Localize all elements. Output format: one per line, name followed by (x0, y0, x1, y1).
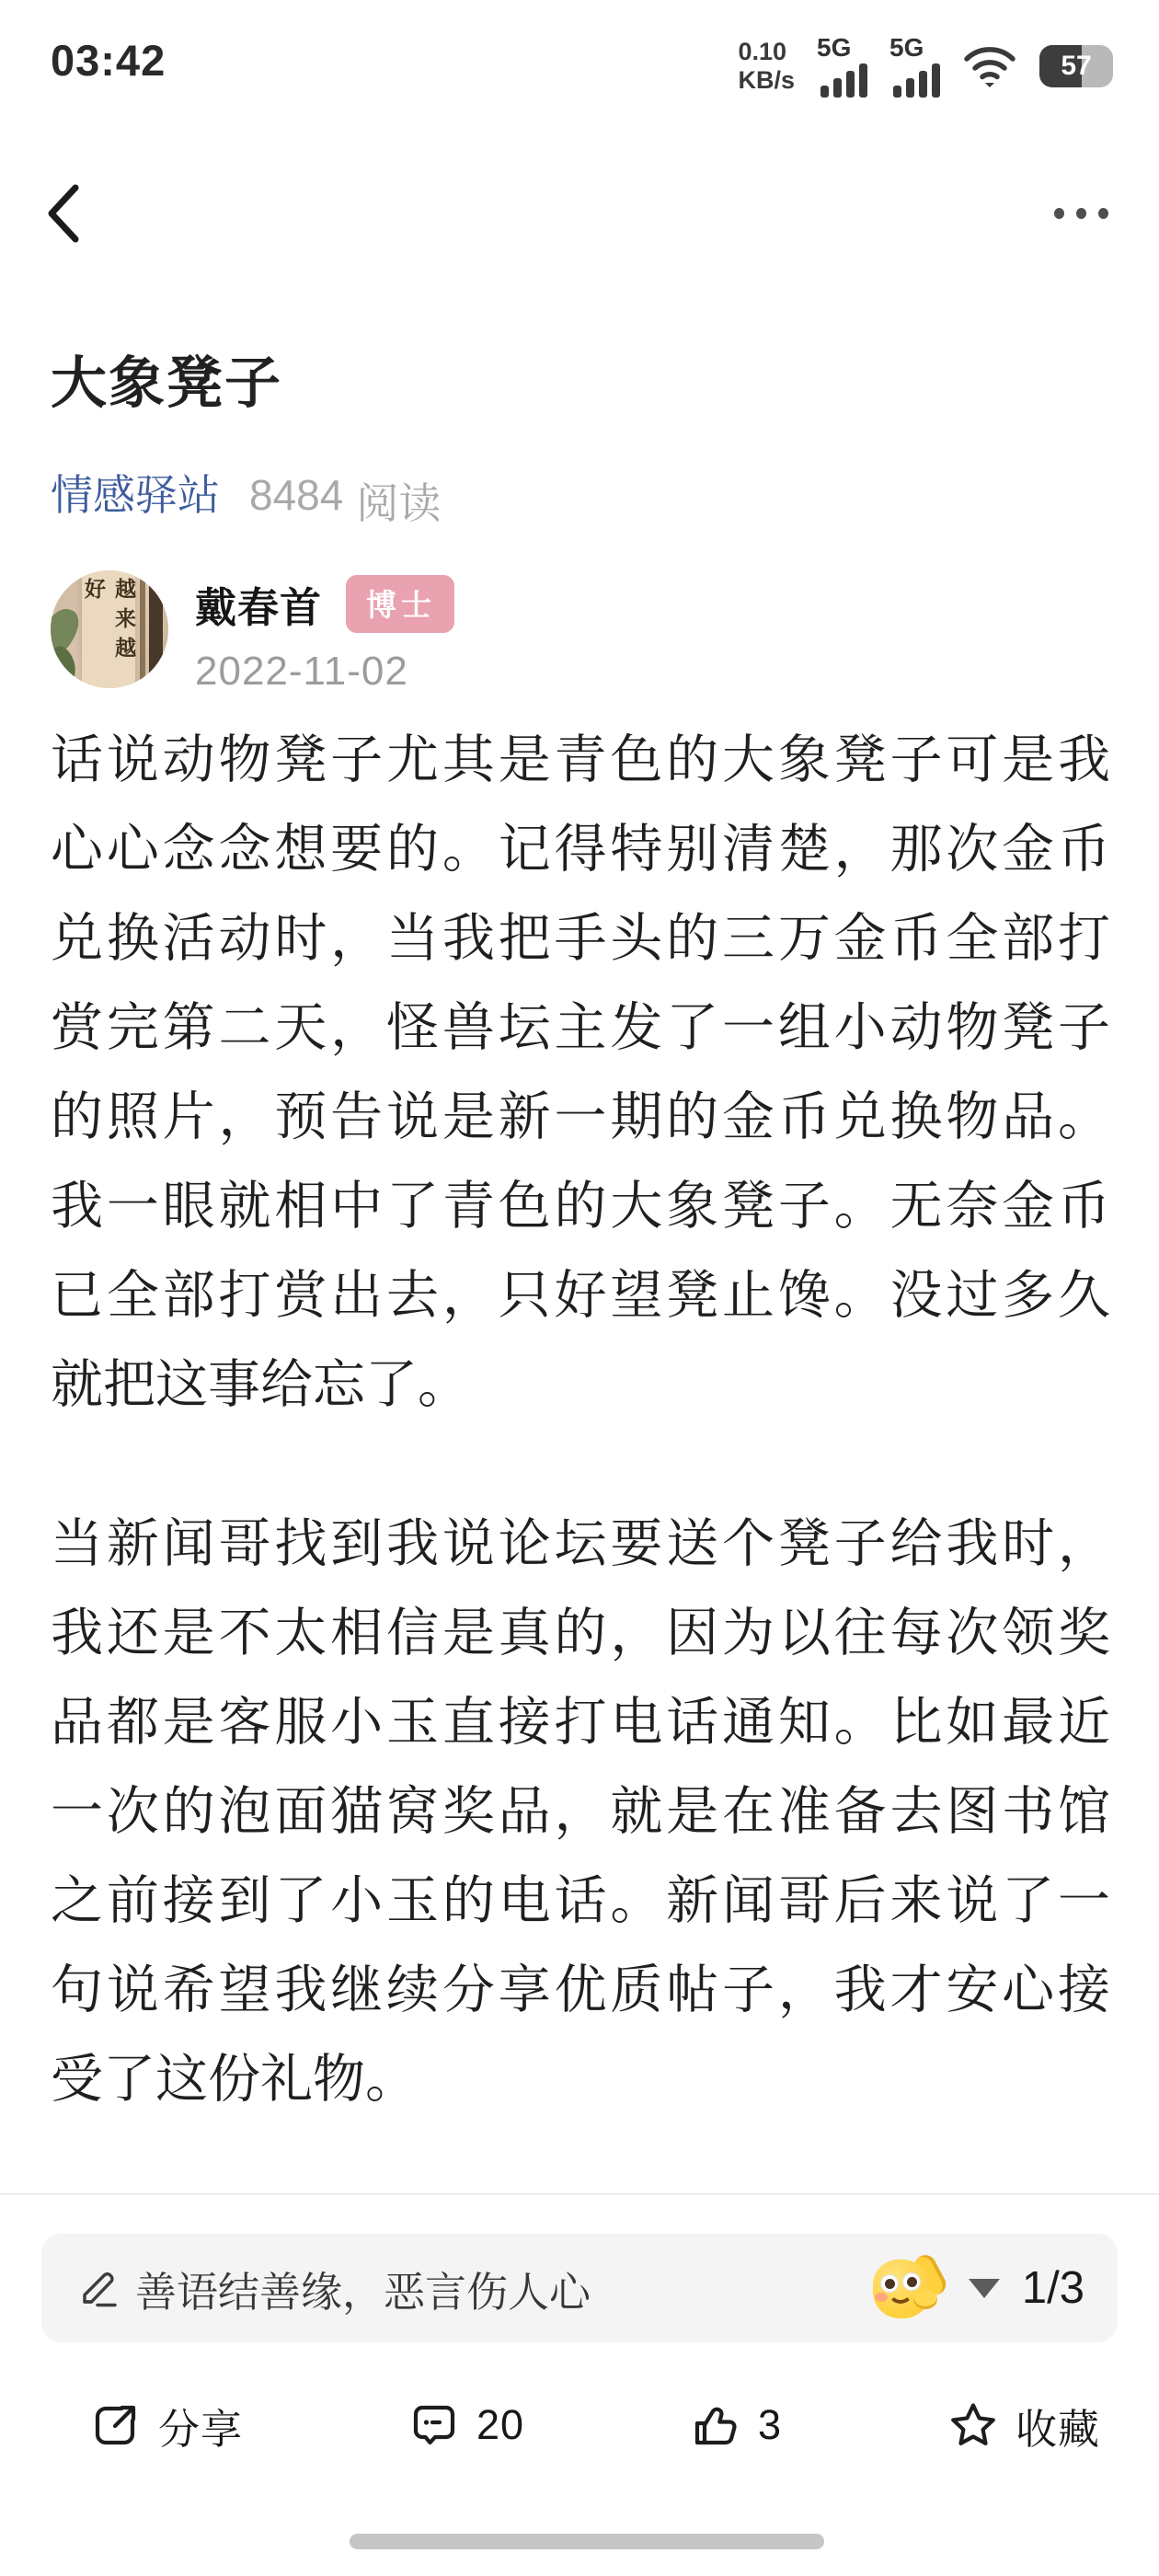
post-body (51, 716, 1110, 2124)
share-button[interactable] (90, 2396, 243, 2455)
body-line: 品都是客服小玉直接打电话通知。比如最近 (51, 1693, 1110, 1752)
signal-bars-icon (889, 35, 940, 98)
post-date: 2022-11-02 (195, 649, 408, 694)
battery-percent: 57 (1061, 51, 1092, 81)
body-paragraph (51, 716, 1110, 1430)
author-block (195, 574, 454, 695)
wifi-icon (962, 43, 1017, 89)
status-right-cluster (738, 28, 1113, 105)
speech-bubble-icon (408, 2399, 460, 2451)
comment-placeholder: 善语结善缘，恶言伤人心 (135, 2268, 591, 2316)
read-count (249, 470, 441, 531)
ellipsis-icon (1076, 208, 1086, 219)
page-title: 大象凳子 (51, 351, 283, 414)
body-line: 受了这份礼物。 (51, 2050, 418, 2109)
avatar[interactable] (51, 570, 168, 688)
action-bar (0, 2388, 1159, 2462)
body-line: 兑换活动时，当我把手头的三万金币全部打 (51, 909, 1110, 968)
body-line: 我一眼就相中了青色的大象凳子。无奈金币 (51, 1177, 1110, 1236)
post-meta (51, 462, 441, 531)
pencil-icon (76, 2266, 120, 2310)
ellipsis-icon (1054, 208, 1064, 219)
network-speed (738, 38, 795, 95)
body-line: 的照片，预告说是新一期的金币兑换物品。 (51, 1087, 1110, 1146)
comment-count: 20 (476, 2401, 525, 2448)
body-line: 一次的泡面猫窝奖品，就是在准备去图书馆 (51, 1782, 1110, 1841)
battery-icon (1039, 45, 1113, 87)
body-line: 当新闻哥找到我说论坛要送个凳子给我时， (51, 1514, 1110, 1573)
comment-hint-pager: 1/3 (1021, 2263, 1084, 2313)
body-line: 句说希望我继续分享优质帖子，我才安心接 (51, 1961, 1110, 2019)
more-options-button[interactable] (1054, 204, 1108, 223)
avatar-background-strip (149, 570, 163, 688)
body-line: 话说动物凳子尤其是青色的大象凳子可是我 (51, 730, 1110, 789)
status-time: 03:42 (51, 36, 166, 85)
home-indicator[interactable] (350, 2534, 824, 2549)
body-paragraph (51, 1500, 1110, 2124)
network-speed-value: 0.10 (738, 38, 787, 65)
like-count: 3 (757, 2401, 783, 2448)
author-name[interactable]: 戴春首 (195, 584, 323, 631)
like-button[interactable] (690, 2399, 782, 2451)
network-speed-unit: KB/s (738, 66, 795, 94)
back-button[interactable] (42, 182, 83, 245)
triangle-down-icon[interactable] (969, 2279, 1000, 2298)
avatar-background-strip (140, 570, 145, 688)
chevron-left-icon (42, 182, 83, 245)
share-label: 分享 (158, 2405, 244, 2453)
body-line: 就把这事给忘了。 (51, 1355, 470, 1414)
body-line: 之前接到了小玉的电话。新闻哥后来说了一 (51, 1871, 1110, 1930)
favorite-button[interactable] (947, 2396, 1100, 2455)
sim2-network-type: 5G (889, 33, 924, 62)
bottom-panel-divider (0, 2193, 1159, 2195)
category-link[interactable]: 情感驿站 (51, 471, 220, 519)
shy-smiling-face-emoji[interactable] (873, 2254, 943, 2322)
comments-button[interactable] (408, 2399, 524, 2451)
body-line: 赏完第二天，怪兽坛主发了一组小动物凳子 (51, 998, 1110, 1057)
body-line: 心心念念想要的。记得特别清楚，那次金币 (51, 820, 1110, 879)
sim1-network-type: 5G (817, 33, 852, 62)
body-line: 我还是不太相信是真的，因为以往每次领奖 (51, 1604, 1110, 1662)
read-count-value: 8484 (249, 471, 344, 519)
favorite-label: 收藏 (1015, 2405, 1100, 2453)
ellipsis-icon (1098, 208, 1108, 219)
comment-input-bar[interactable] (41, 2234, 1118, 2342)
body-line: 已全部打赏出去，只好望凳止馋。没过多久 (51, 1266, 1110, 1325)
avatar-calligraphy-text: 越来越好 (82, 578, 135, 666)
avatar-plant-decoration (51, 643, 79, 687)
avatar-calligraphy-scroll (82, 570, 135, 688)
star-outline-icon (947, 2399, 999, 2451)
author-level-badge: 博士 (346, 575, 454, 633)
thumbs-up-icon (690, 2399, 741, 2451)
share-box-arrow-icon (90, 2399, 142, 2451)
read-count-label: 阅读 (356, 479, 442, 527)
signal-bars-icon (817, 35, 867, 98)
